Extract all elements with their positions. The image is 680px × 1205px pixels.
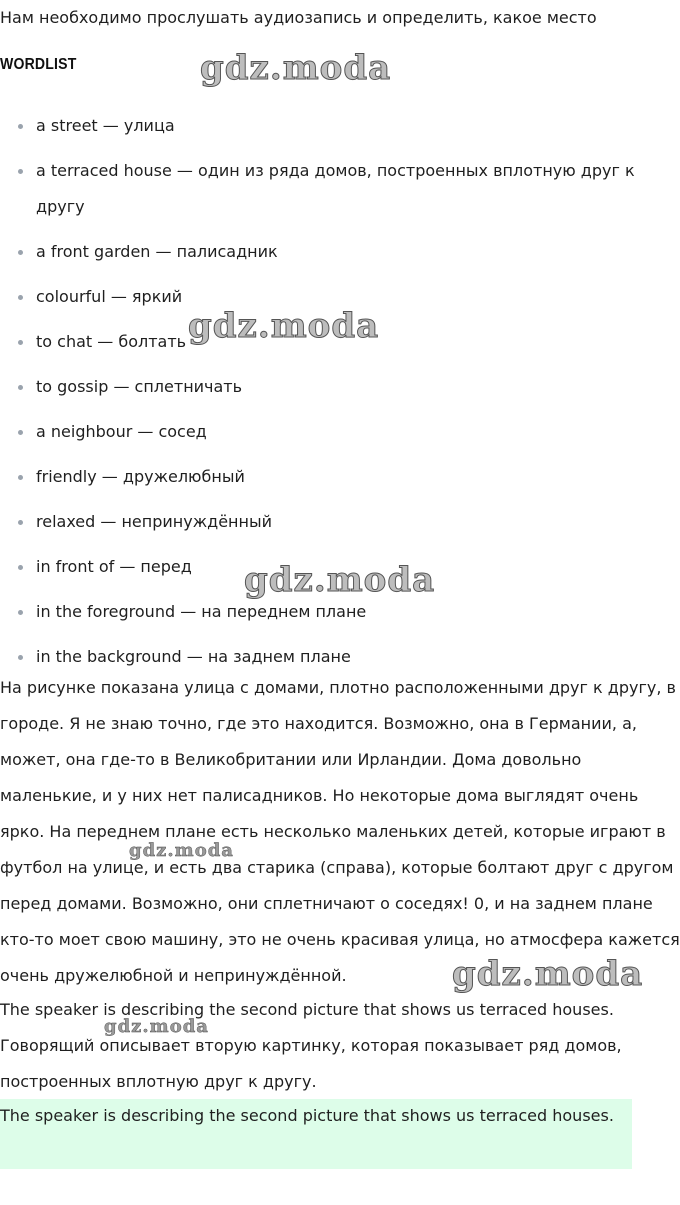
wordlist <box>0 108 680 684</box>
bullet-icon <box>18 124 23 129</box>
answer-highlight-text: The speaker is describing the second picture that shows us terraced houses. <box>0 1106 614 1125</box>
list-item-text: in the foreground — на переднем плане <box>36 602 367 621</box>
list-item-text: friendly — дружелюбный <box>36 467 245 486</box>
bullet-icon <box>18 565 23 570</box>
answer-russian: Говорящий описывает вторую картинку, которая показывает ряд домов, построенных вплотную друг к другу. <box>0 1036 622 1091</box>
list-item-text: a neighbour — сосед <box>36 422 207 441</box>
watermark-logo: gdz.moda <box>188 306 380 346</box>
list-item <box>0 324 680 360</box>
list-item <box>0 108 680 144</box>
answer-highlight-box <box>0 1099 632 1169</box>
list-item <box>0 153 680 225</box>
list-item <box>0 504 680 540</box>
list-item-text: colourful — яркий <box>36 287 183 306</box>
watermark-logo: gdz.moda <box>104 1016 209 1037</box>
translation-paragraph: На рисунке показана улица с домами, плотно расположенными друг к другу, в городе. Я не знаю точно, где это находится. Возможно, она в Германии, а, может, она где-то в Великобритании или Ирландии. Дома довольно маленькие, и у них нет палисадников. Но некоторые дома выглядят очень ярко. На переднем плане есть несколько маленьких детей, которые играют в футбол на улице, и есть два старика (справа), которые болтают друг с другом перед домами. Возможно, они сплетничают о соседях! 0, и на заднем плане кто-то моет свою машину, это не очень красивая улица, но атмосфера кажется очень дружелюбной и непринуждённой. <box>0 678 680 985</box>
list-item <box>0 459 680 495</box>
watermark-logo: gdz.moda <box>452 954 644 994</box>
bullet-icon <box>18 385 23 390</box>
bullet-icon <box>18 655 23 660</box>
list-item-text: a street — улица <box>36 116 175 135</box>
list-item-text: to chat — болтать <box>36 332 187 351</box>
list-item <box>0 594 680 630</box>
intro-text: Нам необходимо прослушать аудиозапись и определить, какое место <box>0 8 597 27</box>
wordlist-heading: WORDLIST <box>0 56 77 73</box>
watermark-logo: gdz.moda <box>244 560 436 600</box>
list-item-text: in the background — на заднем плане <box>36 647 351 666</box>
list-item-text: in front of — перед <box>36 557 192 576</box>
bullet-icon <box>18 295 23 300</box>
watermark-logo: gdz.moda <box>200 48 392 88</box>
list-item-text: a terraced house — один из ряда домов, построенных вплотную друг к другу <box>36 161 635 216</box>
list-item-text: relaxed — непринуждённый <box>36 512 272 531</box>
bullet-icon <box>18 430 23 435</box>
bullet-icon <box>18 250 23 255</box>
list-item <box>0 549 680 585</box>
bullet-icon <box>18 340 23 345</box>
watermark-logo: gdz.moda <box>129 840 234 861</box>
bullet-icon <box>18 475 23 480</box>
list-item <box>0 234 680 270</box>
list-item-text: a front garden — палисадник <box>36 242 278 261</box>
list-item <box>0 369 680 405</box>
bullet-icon <box>18 520 23 525</box>
bullet-icon <box>18 610 23 615</box>
answer-english: The speaker is describing the second picture that shows us terraced houses. <box>0 1000 614 1019</box>
list-item <box>0 414 680 450</box>
list-item-text: to gossip — сплетничать <box>36 377 243 396</box>
bullet-icon <box>18 169 23 174</box>
list-item <box>0 279 680 315</box>
